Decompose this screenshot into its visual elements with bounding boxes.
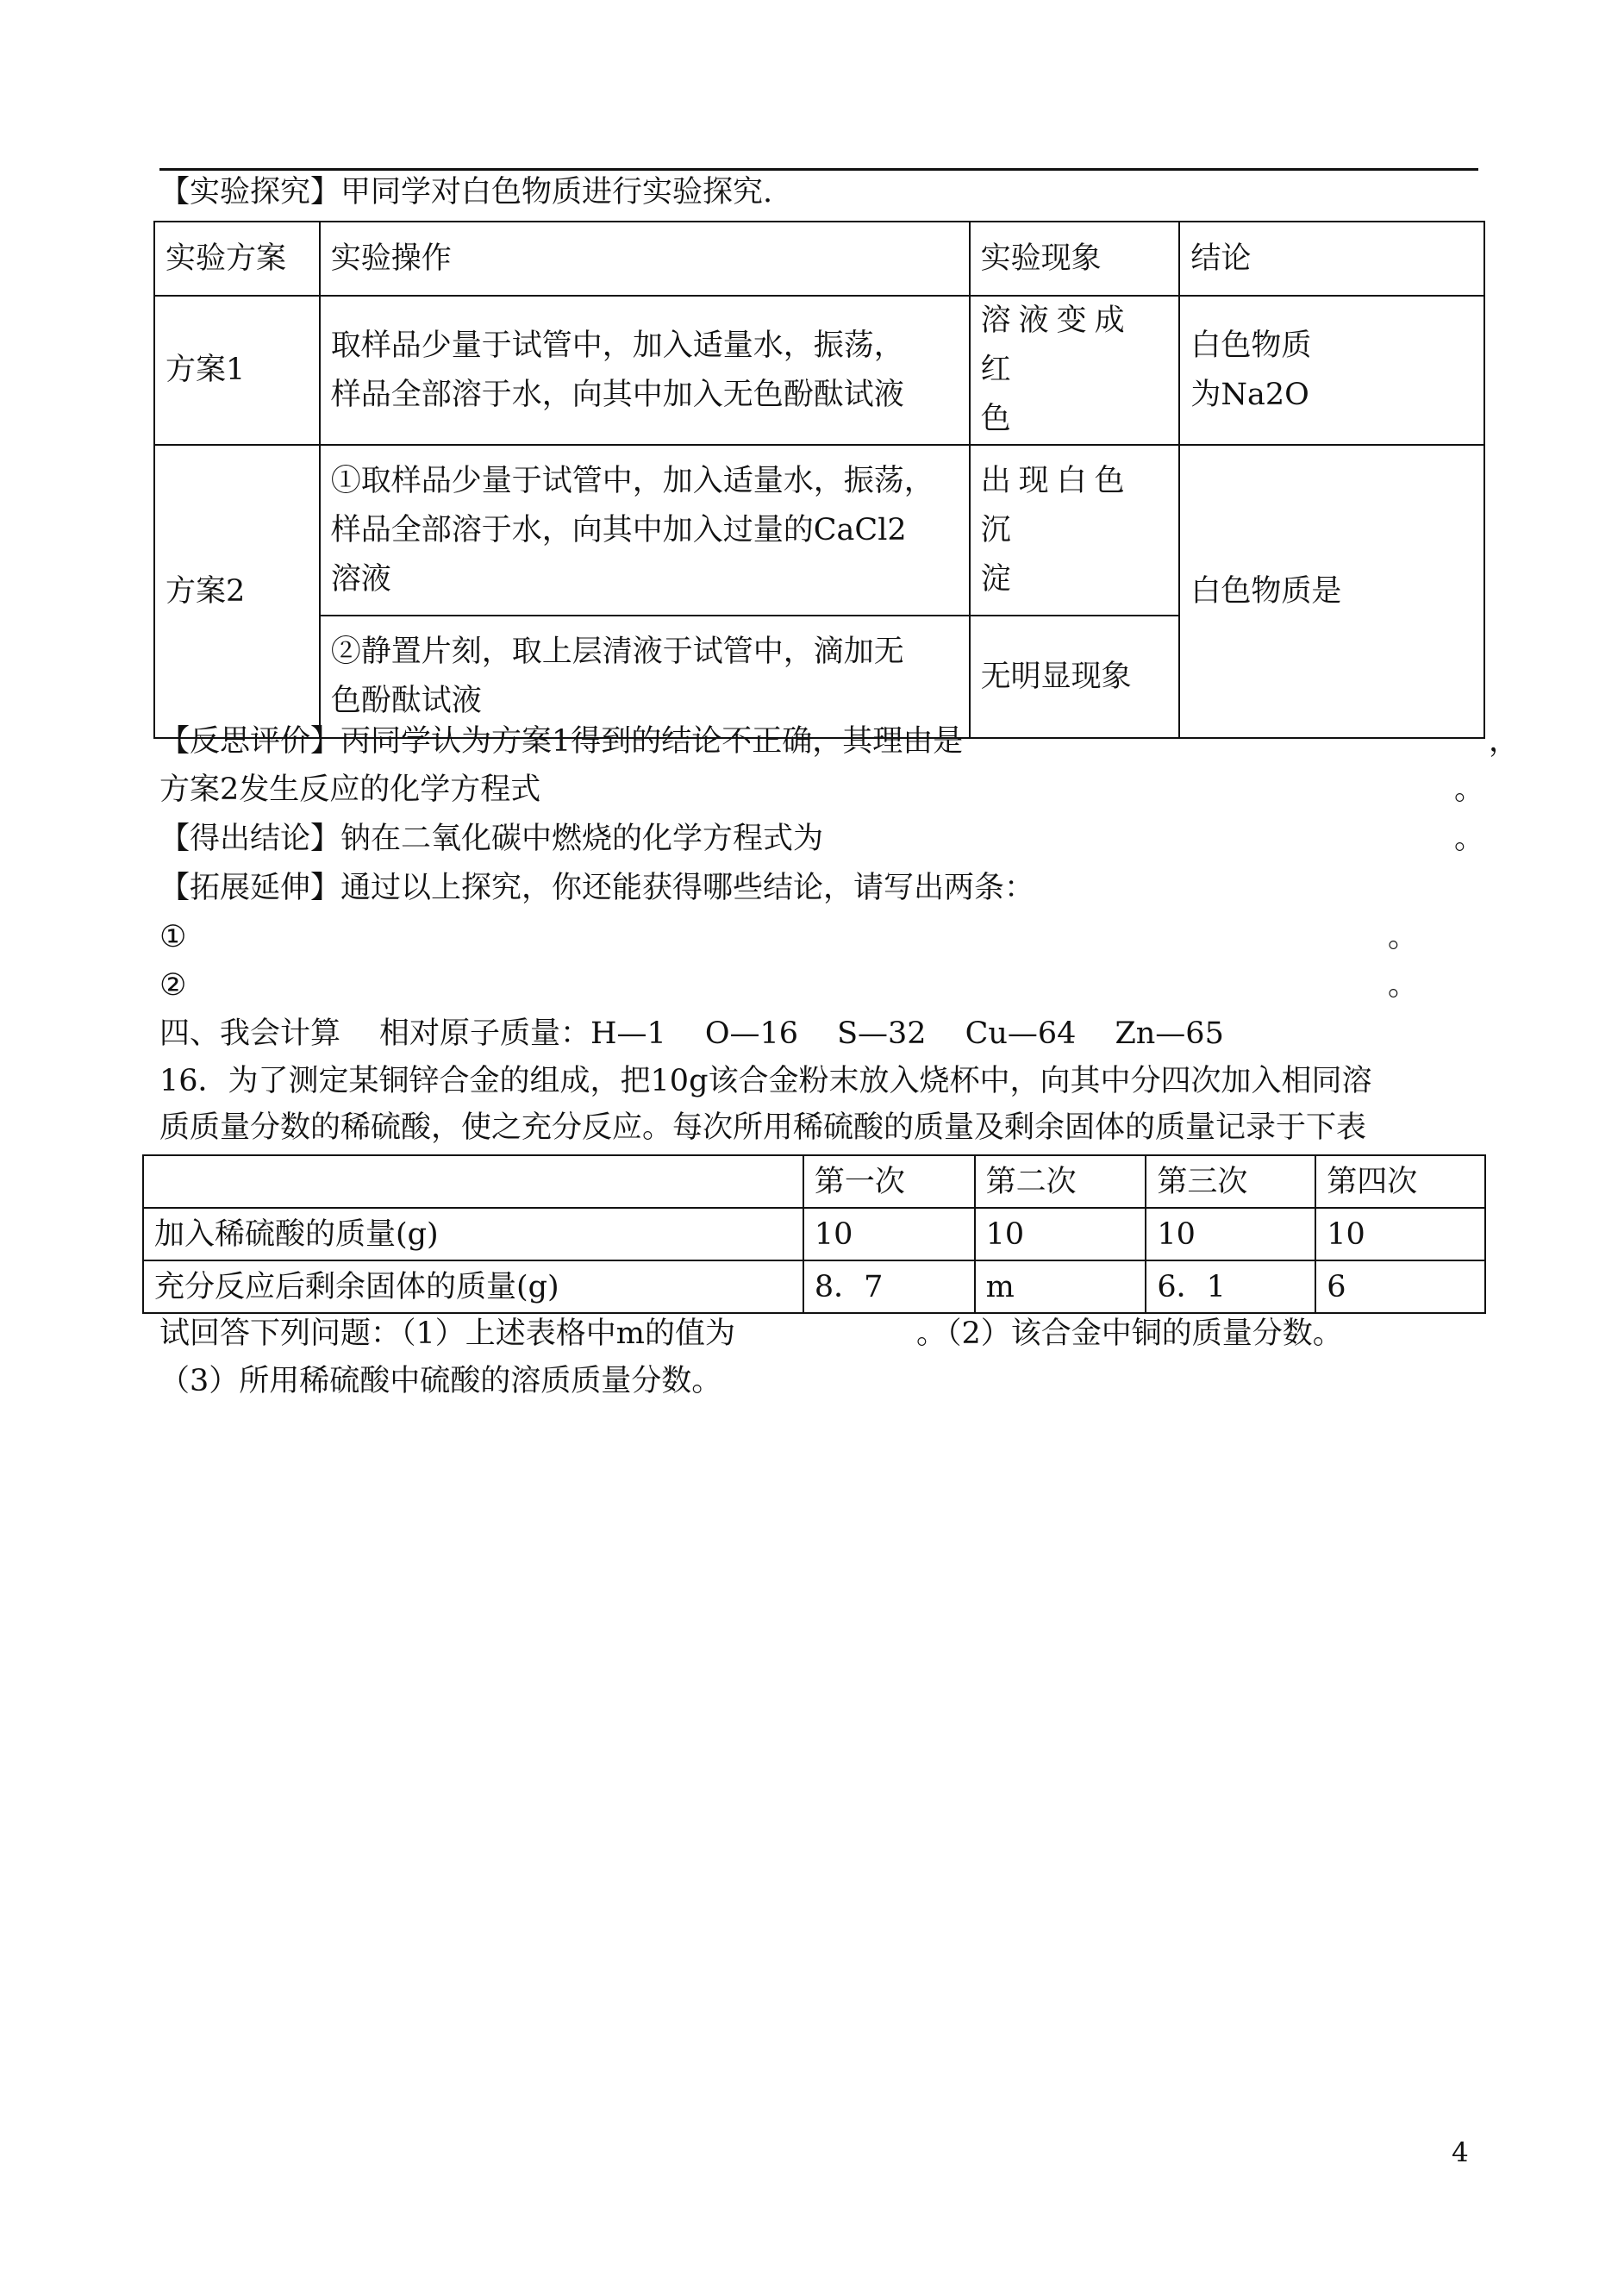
plan1-phenomenon: 溶液变成红 色 [970,296,1180,445]
question-16-line: 质质量分数的稀硫酸，使之充分反应。每次所用稀硫酸的质量及剩余固体的质量记录于下表 [159,1110,1367,1145]
end-mark: 。 [1454,822,1485,856]
plan1-conclusion: 白色物质 为Na2O [1179,296,1484,445]
section-intro: 【实验探究】甲同学对白色物质进行实验探究. [159,175,773,209]
table-cell: 10 [803,1208,975,1260]
table-row [143,1260,1485,1313]
end-mark: 。 [1388,968,1419,1003]
table-cell: 10 [1146,1208,1315,1260]
results-table [142,1154,1486,1314]
end-mark: 。 [1454,772,1485,807]
end-mark: 。 [1388,920,1419,954]
header-cell: 结论 [1179,222,1484,296]
header-cell: 实验方案 [154,222,320,296]
header-rule [159,168,1478,171]
table-header-row [143,1155,1485,1208]
calc-section-heading: 四、我会计算 相对原子质量：H—1 O—16 S—32 Cu—64 Zn—65 [159,1016,1224,1051]
extension-line: 【拓展延伸】通过以上探究，你还能获得哪些结论，请写出两条： [159,871,1035,905]
question-line: 试回答下列问题：（1）上述表格中m的值为 。（2）该合金中铜的质量分数。 [159,1316,1343,1351]
experiment-table [153,221,1485,739]
table-row [143,1208,1485,1260]
row-label: 充分反应后剩余固体的质量(g) [143,1260,803,1313]
plan1-operation: 取样品少量于试管中，加入适量水，振荡， 样品全部溶于水，向其中加入无色酚酞试液 [320,296,970,445]
header-cell [143,1155,803,1208]
table-cell: 10 [1315,1208,1485,1260]
plan2-step1-row [154,445,1484,616]
end-mark: ， [1489,724,1520,759]
question-line: （3）所用稀硫酸中硫酸的溶质质量分数。 [159,1364,722,1398]
header-cell: 第四次 [1315,1155,1485,1208]
header-cell: 第二次 [975,1155,1146,1208]
table-header-row [154,222,1484,296]
table-cell: m [975,1260,1146,1313]
plan2-step1-operation: ①取样品少量于试管中，加入适量水，振荡， 样品全部溶于水，向其中加入过量的CaCl2 溶液 [320,445,970,616]
table-cell: 6 [1315,1260,1485,1313]
row-label: 加入稀硫酸的质量(g) [143,1208,803,1260]
page-number: 4 [1452,2137,1469,2168]
question-16-line: 16．为了测定某铜锌合金的组成，把10g该合金粉末放入烧杯中，向其中分四次加入相同溶 [159,1064,1372,1098]
header-cell: 实验现象 [970,222,1180,296]
reflection-line: 【反思评价】丙同学认为方案1得到的结论不正确，其理由是 [159,724,964,759]
plan2-conclusion: 白色物质是 [1179,445,1484,738]
plan2-name: 方案2 [154,445,320,738]
table-cell: 8．7 [803,1260,975,1313]
header-cell: 第一次 [803,1155,975,1208]
plan2-step2-operation: ②静置片刻，取上层清液于试管中，滴加无 色酚酞试液 [320,616,970,738]
table-cell: 6．1 [1146,1260,1315,1313]
equation-line: 方案2发生反应的化学方程式 [159,772,541,807]
header-cell: 实验操作 [320,222,970,296]
plan2-step2-phenomenon: 无明显现象 [970,616,1180,738]
conclusion-line: 【得出结论】钠在二氧化碳中燃烧的化学方程式为 [159,822,824,856]
plan1-name: 方案1 [154,296,320,445]
table-cell: 10 [975,1208,1146,1260]
plan2-step1-phenomenon: 出现白色沉 淀 [970,445,1180,616]
plan1-row [154,296,1484,445]
header-cell: 第三次 [1146,1155,1315,1208]
extension-item: ② [159,968,187,1003]
extension-item: ① [159,920,187,954]
